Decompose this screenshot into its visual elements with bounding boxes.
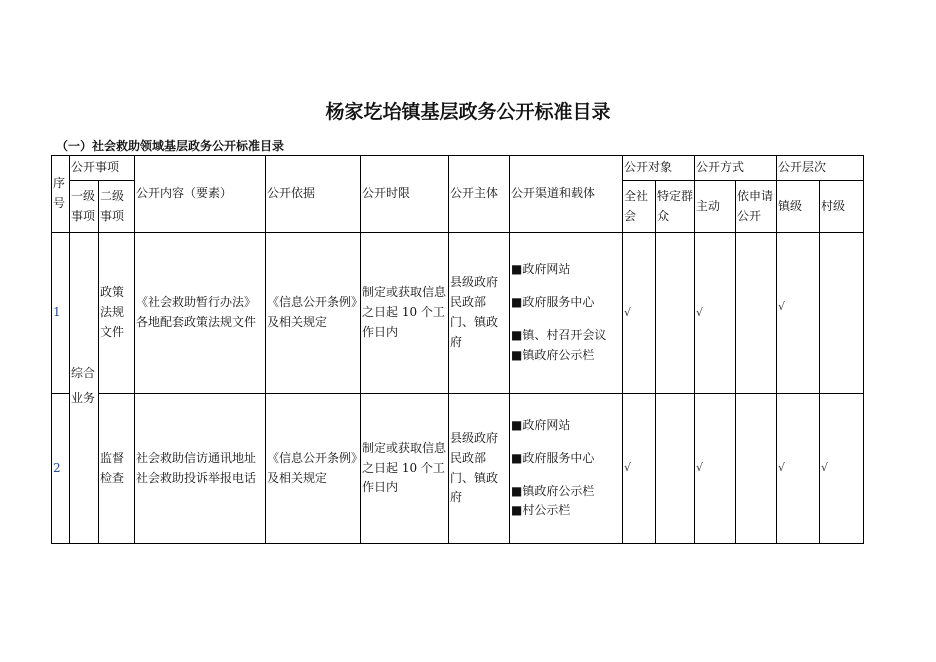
row-subject: 县级政府民政部门、镇政府 <box>449 233 510 394</box>
check-village: √ <box>820 394 864 544</box>
channel-item: ■政府服务中心 <box>511 295 595 310</box>
check-town: √ <box>777 394 820 544</box>
table-row <box>52 394 864 544</box>
row-subject: 县级政府民政部门、镇政府 <box>449 394 510 544</box>
header-content: 公开内容（要素） <box>135 156 266 233</box>
row-channels <box>510 394 623 544</box>
header-level2: 二级事项 <box>99 181 135 233</box>
content-line: 社会救助信访通讯地址 <box>136 450 257 465</box>
channel-item: ■村公示栏 <box>511 503 571 518</box>
category-label: 综合业务 <box>71 366 96 405</box>
row-deadline: 制定或获取信息之日起 10 个工作日内 <box>361 394 449 544</box>
row-level2: 监督检查 <box>99 394 135 544</box>
check-active: √ <box>695 233 736 394</box>
document-title: 杨家圪坮镇基层政务公开标准目录 <box>325 101 611 123</box>
check-specific-group <box>656 233 695 394</box>
disclosure-standard-table <box>51 155 864 544</box>
header-row-top <box>52 156 864 181</box>
content-line: 各地配套政策法规文件 <box>136 315 257 329</box>
header-channel: 公开渠道和载体 <box>510 156 623 233</box>
header-all-society: 全社会 <box>623 181 656 233</box>
header-active: 主动 <box>695 181 736 233</box>
row-channels <box>510 233 623 394</box>
section-subtitle: （一）社会救助领域基层政务公开标准目录 <box>56 139 285 153</box>
check-town: √ <box>777 233 820 394</box>
channel-item: ■镇政府公示栏 <box>511 483 595 498</box>
header-specific-group: 特定群众 <box>656 181 695 233</box>
header-deadline: 公开时限 <box>361 156 449 233</box>
header-basis: 公开依据 <box>266 156 361 233</box>
row-content <box>135 233 266 394</box>
header-method: 公开方式 <box>695 156 777 181</box>
check-specific-group <box>656 394 695 544</box>
content-line: 《社会救助暂行办法》 <box>136 295 257 310</box>
channel-item: ■政府网站 <box>511 262 571 277</box>
header-items: 公开事项 <box>70 156 135 181</box>
row-seq: 2 <box>52 394 70 544</box>
content-line: 社会救助投诉举报电话 <box>136 470 257 485</box>
header-seq: 序号 <box>52 156 70 233</box>
category-cell <box>70 233 99 544</box>
header-town: 镇级 <box>777 181 820 233</box>
header-target: 公开对象 <box>623 156 695 181</box>
header-village: 村级 <box>820 181 864 233</box>
check-all-society: √ <box>623 233 656 394</box>
row-content <box>135 394 266 544</box>
header-level: 公开层次 <box>777 156 864 181</box>
row-basis: 《信息公开条例》及相关规定 <box>266 233 361 394</box>
check-on-request <box>736 394 777 544</box>
channel-item: ■政府网站 <box>511 417 571 432</box>
check-active: √ <box>695 394 736 544</box>
check-all-society: √ <box>623 394 656 544</box>
row-seq: 1 <box>52 233 70 394</box>
channel-item: ■镇、村召开会议 <box>511 328 607 342</box>
row-level2: 政策法规文件 <box>99 233 135 394</box>
table-row <box>52 233 864 394</box>
header-on-request: 依申请公开 <box>736 181 777 233</box>
row-basis: 《信息公开条例》及相关规定 <box>266 394 361 544</box>
check-village <box>820 233 864 394</box>
header-subject: 公开主体 <box>449 156 510 233</box>
channel-item: ■政府服务中心 <box>511 450 595 465</box>
channel-item: ■镇政府公示栏 <box>511 347 595 362</box>
header-level1: 一级事项 <box>70 181 99 233</box>
row-deadline: 制定或获取信息之日起 10 个工作日内 <box>361 233 449 394</box>
check-on-request <box>736 233 777 394</box>
